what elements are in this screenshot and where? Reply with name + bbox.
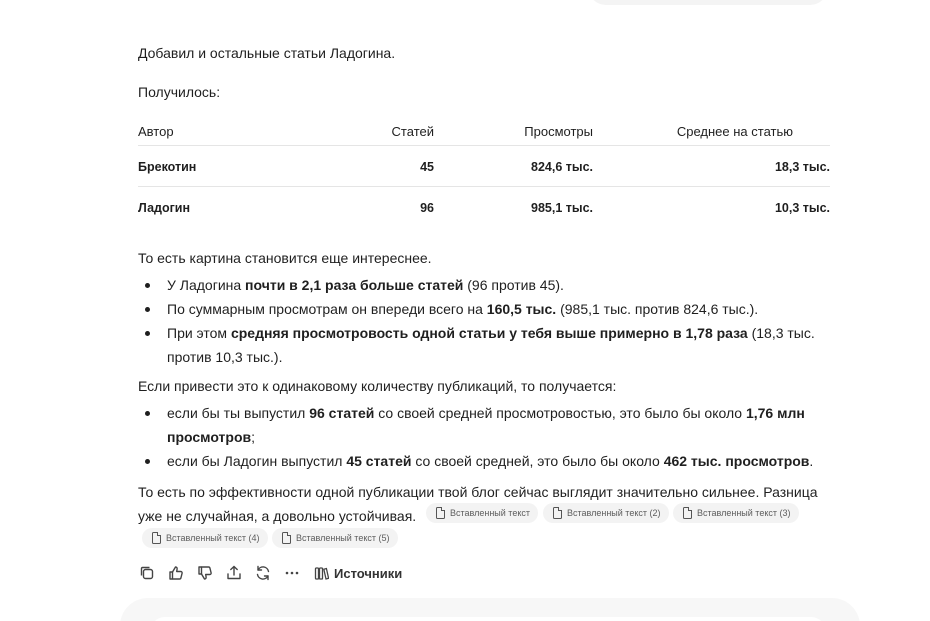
pasted-text-chip[interactable]: Вставленный текст (2) bbox=[543, 503, 669, 523]
cell-views: 985,1 тыс. bbox=[531, 201, 593, 215]
result-label: Получилось: bbox=[138, 84, 221, 100]
cell-average: 18,3 тыс. bbox=[774, 160, 830, 174]
list-item: При этом средняя просмотровость одной статьи у тебя выше примерно в 1,78 раза (18,3 тыс. против 10,3 тыс.). bbox=[138, 321, 815, 369]
cell-views: 824,6 тыс. bbox=[531, 160, 593, 174]
sources-icon bbox=[314, 566, 329, 581]
header-views: Просмотры bbox=[524, 124, 593, 139]
document-icon bbox=[683, 507, 692, 519]
pasted-text-chip[interactable]: Вставленный текст (4) bbox=[142, 528, 268, 548]
pasted-text-chip[interactable]: Вставленный текст bbox=[426, 503, 538, 523]
header-average: Среднее на статью bbox=[676, 124, 793, 139]
table-row bbox=[138, 187, 830, 228]
cell-articles: 96 bbox=[420, 201, 434, 215]
table-row bbox=[138, 146, 830, 187]
stats-table bbox=[138, 118, 830, 228]
sources-button[interactable]: Источники bbox=[314, 564, 402, 584]
summary-lead: То есть картина становится еще интереснее. bbox=[138, 250, 432, 266]
intro-text: Добавил и остальные статьи Ладогина. bbox=[138, 45, 396, 61]
list-item: если бы Ладогин выпустил 45 статей со своей средней, это было бы около 462 тыс. просмотров. bbox=[138, 449, 813, 473]
document-icon bbox=[152, 532, 161, 544]
projection-list bbox=[138, 401, 813, 473]
list-item: У Ладогина почти в 2,1 раза больше статей (96 против 45). bbox=[138, 273, 815, 297]
regenerate-icon[interactable] bbox=[254, 564, 272, 582]
copy-icon[interactable] bbox=[138, 564, 156, 582]
table-header-row bbox=[138, 118, 830, 146]
comparison-list bbox=[138, 273, 815, 369]
conclusion-line-2: уже не случайная, а довольно устойчивая. bbox=[138, 508, 417, 524]
cell-average: 10,3 тыс. bbox=[774, 201, 830, 215]
cell-author: Ладогин bbox=[138, 201, 191, 215]
conclusion-line-1: То есть по эффективности одной публикации твой блог сейчас выглядит значительно сильнее. Разница bbox=[138, 484, 818, 500]
equal-lead: Если привести это к одинаковому количеству публикаций, то получается: bbox=[138, 378, 617, 394]
header-author: Автор bbox=[138, 124, 174, 139]
cell-articles: 45 bbox=[420, 160, 434, 174]
pasted-text-chip[interactable]: Вставленный текст (5) bbox=[272, 528, 398, 548]
share-icon[interactable] bbox=[225, 564, 243, 582]
list-item: если бы ты выпустил 96 статей со своей средней просмотровостью, это было бы около 1,76 млн просмотров; bbox=[138, 401, 813, 449]
thumbs-down-icon[interactable] bbox=[196, 564, 214, 582]
document-icon bbox=[282, 532, 291, 544]
composer-input[interactable] bbox=[150, 617, 826, 621]
document-icon bbox=[436, 507, 445, 519]
cell-author: Брекотин bbox=[138, 160, 197, 174]
more-icon[interactable] bbox=[283, 564, 301, 582]
document-icon bbox=[553, 507, 562, 519]
list-item: По суммарным просмотрам он впереди всего на 160,5 тыс. (985,1 тыс. против 824,6 тыс.). bbox=[138, 297, 815, 321]
header-articles: Статей bbox=[391, 124, 434, 139]
pasted-text-chip[interactable]: Вставленный текст (3) bbox=[673, 503, 799, 523]
thumbs-up-icon[interactable] bbox=[167, 564, 185, 582]
previous-user-message-bubble bbox=[588, 0, 828, 5]
